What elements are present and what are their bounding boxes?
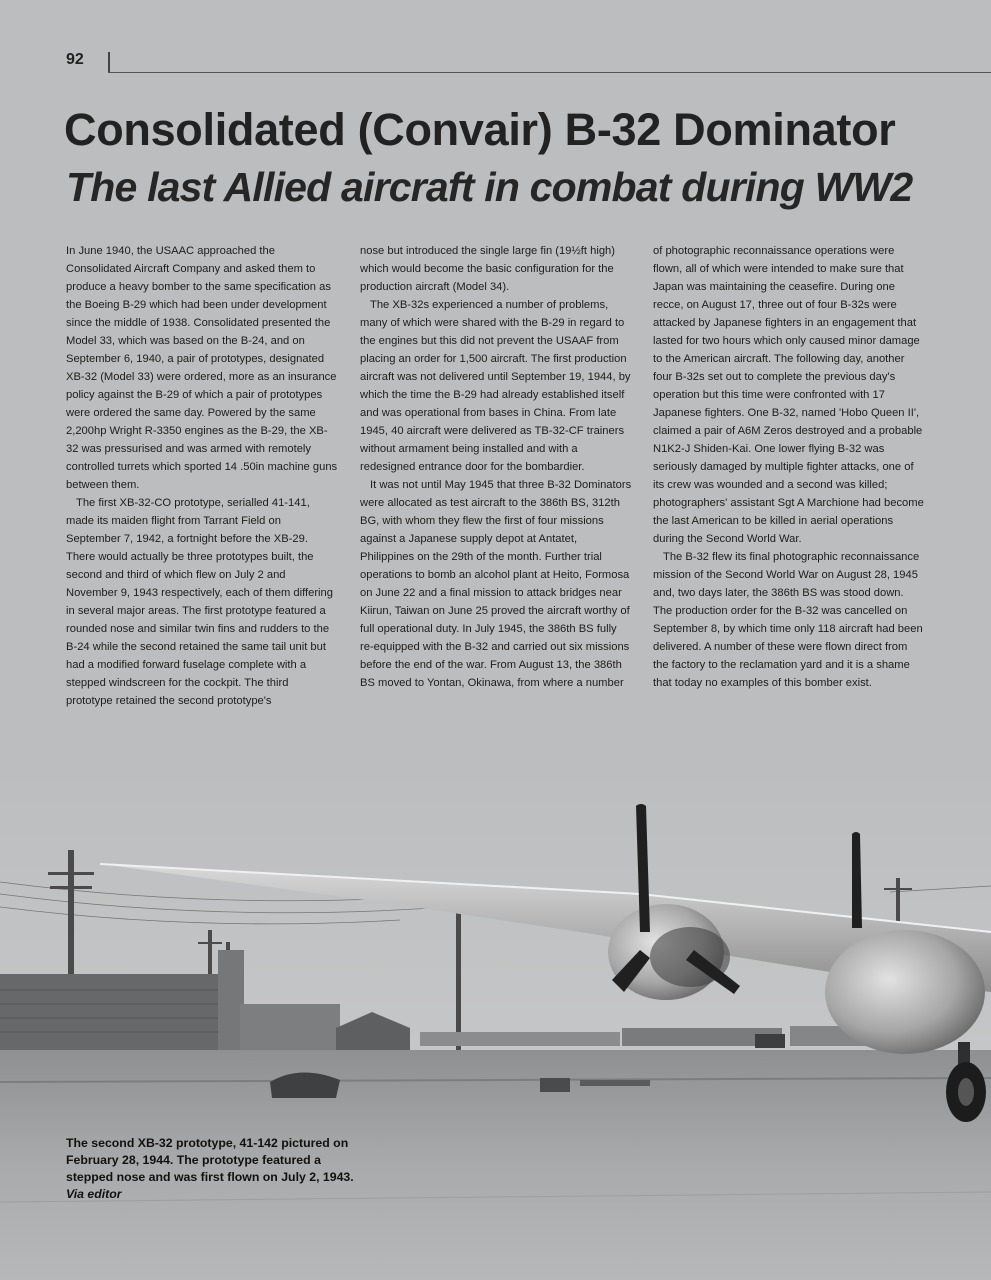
article-body — [66, 242, 946, 742]
text-column-1 — [66, 242, 338, 710]
paragraph: It was not until May 1945 that three B-32 Dominators were allocated as test aircraft to the 386th BS, 312th BG, with whom they flew the first of four missions against a Japanese supply depot at Antatet, Philippines on the 29th of the month. Further trial operations to bomb an alcohol plant at Heito, Formosa on June 22 and a final mission to attack bridges near Kiirun, Taiwan on June 25 proved the aircraft worthy of full operational duty. In July 1945, the 386th BS fully re-equipped with the B-32 and carried out six missions before the end of the war. From August 13, the 386th BS moved to Yontan, Okinawa, from where a number — [360, 479, 632, 689]
article-title: Consolidated (Convair) B-32 Dominator — [64, 104, 896, 155]
xb32-airfield-photo — [0, 782, 991, 1280]
article-subtitle: The last Allied aircraft in combat during WW2 — [66, 164, 913, 210]
page-header — [66, 50, 991, 80]
paragraph: The XB-32s experienced a number of problems, many of which were shared with the B-29 in regard to the engines but this did not prevent the USAAF from placing an order for 1,500 aircraft. The first production aircraft was not delivered until September 19, 1944, by which the time the B-29 had already established itself and was operational from bases in China. From late 1945, 40 aircraft were delivered as TB-32-CF trainers without armament being installed and with a redesigned entrance door for the bombardier. — [360, 299, 631, 473]
page-number: 92 — [66, 51, 84, 68]
text-column-2 — [360, 242, 632, 692]
caption-text: The second XB-32 prototype, 41-142 pictured on February 28, 1944. The prototype featured a stepped nose and was first flown on July 2, 1943. — [66, 1136, 354, 1184]
text-column-3 — [653, 242, 925, 692]
photo-caption — [66, 1135, 366, 1203]
paragraph: The B-32 flew its final photographic reconnaissance mission of the Second World War on August 28, 1945 and, two days later, the 386th BS was stood down. The production order for the B-32 was cancelled on September 8, by which time only 118 aircraft had been delivered. A number of these were flown direct from the factory to the reclamation yard and it is a shame that today no examples of this bomber exist. — [653, 551, 923, 689]
caption-credit: Via editor — [66, 1187, 122, 1201]
paragraph: The first XB-32-CO prototype, serialled 41-141, made its maiden flight from Tarrant Field on September 7, 1942, a fortnight before the XB-29. There would actually be three prototypes built, the second and third of which flew on July 2 and November 9, 1943 respectively, each of them differing in several major areas. The first prototype featured a rounded nose and similar twin fins and rudders to the B-24 while the second retained the same tail unit but had a modified forward fuselage complete with a stepped windscreen for the cockpit. The third prototype retained the second prototype's — [66, 497, 333, 707]
aircraft-photo — [0, 782, 991, 1280]
paragraph: of photographic reconnaissance operations were flown, all of which were intended to make sure that Japan was maintaining the ceasefire. During one recce, on August 17, three out of four B-32s were attacked by Japanese fighters in an engagement that lasted for two hours which only caused minor damage to the American aircraft. The following day, another four B-32s set out to complete the previous day's operation but this time were confronted with 17 Japanese fighters. One B-32, named 'Hobo Queen II', claimed a pair of A6M Zeros destroyed and a probable N1K2-J Shiden-Kai. One lower flying B-32 was seriously damaged by multiple fighter attacks, one of its crew was wounded and a second was killed; photographers' assistant Sgt A Marchione had become the last American to be killed in aerial operations during the Second World War. — [653, 245, 924, 545]
header-divider — [108, 52, 110, 72]
paragraph: In June 1940, the USAAC approached the Consolidated Aircraft Company and asked them to produce a heavy bomber to the same specification as the Boeing B-29 which had been under development since the middle of 1938. Consolidated presented the Model 33, which was based on the B-24, and on September 6, 1940, a pair of prototypes, designated XB-32 (Model 33) were ordered, more as an insurance policy against the B-29 of which a pair of prototypes were ordered the same day. Powered by the same 2,200hp Wright R-3350 engines as the B-29, the XB-32 was pressurised and was armed with remotely controlled turrets which sported 14 .50in machine guns between them. — [66, 245, 338, 491]
header-rule — [108, 72, 991, 73]
paragraph: nose but introduced the single large fin (19½ft high) which would become the basic configuration for the production aircraft (Model 34). — [360, 245, 615, 293]
